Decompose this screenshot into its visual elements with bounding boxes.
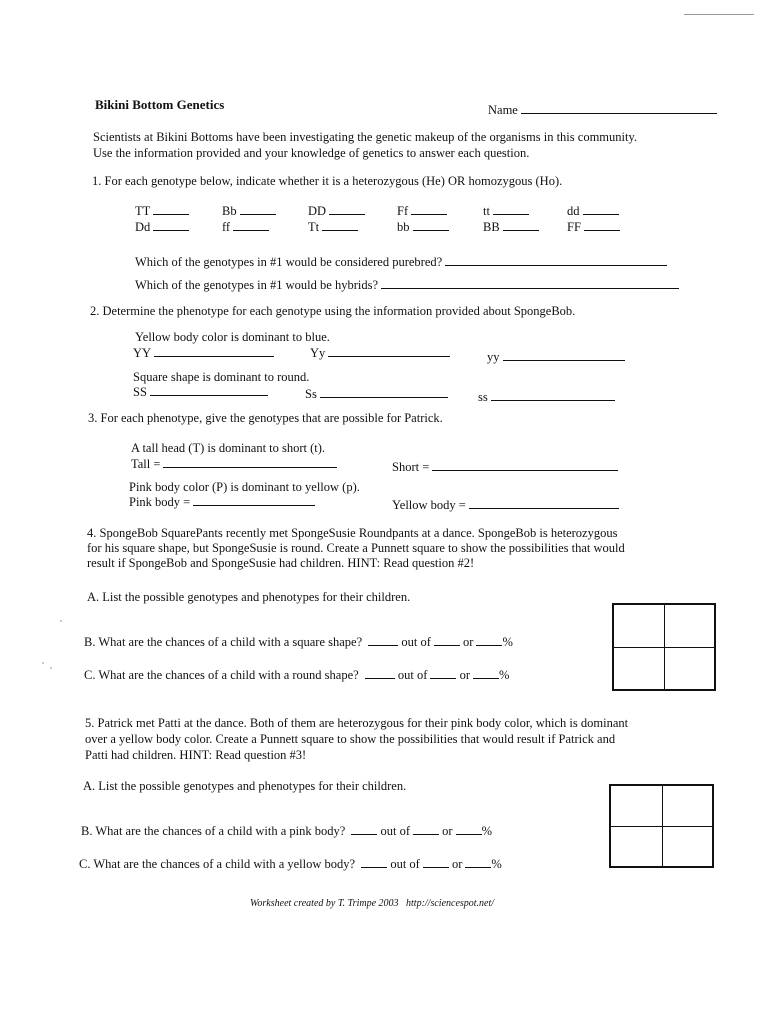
q1-genotype-label: Ff <box>397 204 409 218</box>
q1-genotype-item[interactable] <box>222 219 269 234</box>
q4-text-line-3: result if SpongeBob and SpongeSusie had children. HINT: Read question #2! <box>87 556 475 570</box>
q2-genotype-label: ss <box>478 390 488 404</box>
q1-genotype-item[interactable] <box>308 219 358 234</box>
answer-blank[interactable] <box>423 856 449 868</box>
q2-genotype-label: Yy <box>310 346 326 360</box>
answer-blank[interactable] <box>150 384 268 396</box>
q1-genotype-label: DD <box>308 204 327 218</box>
q5-punnett-square[interactable] <box>609 784 714 868</box>
percent-label: % <box>481 824 492 838</box>
q2-prompt: 2. Determine the phenotype for each genotype using the information provided about SpongeBob. <box>90 304 576 318</box>
q2-genotype-label: SS <box>133 385 147 399</box>
q1-genotype-item[interactable] <box>483 203 529 218</box>
or-label: or <box>442 824 453 838</box>
or-label: or <box>459 668 470 682</box>
intro-line-1: Scientists at Bikini Bottoms have been investigating the genetic makeup of the organisms in this community. <box>93 130 638 144</box>
answer-blank[interactable] <box>583 203 619 215</box>
answer-blank[interactable] <box>456 823 482 835</box>
q3-tall-item[interactable] <box>131 456 337 471</box>
answer-blank[interactable] <box>445 254 667 266</box>
answer-blank[interactable] <box>320 386 448 398</box>
q2-genotype-item[interactable] <box>133 384 268 399</box>
name-label: Name <box>488 103 518 117</box>
q4-part-a: A. List the possible genotypes and phenotypes for their children. <box>87 590 411 604</box>
answer-blank[interactable] <box>368 634 398 646</box>
q2-genotype-item[interactable] <box>310 345 450 360</box>
percent-label: % <box>498 668 510 682</box>
q1-genotype-label: bb <box>397 220 410 234</box>
q1-purebred-text: Which of the genotypes in #1 would be considered purebred? <box>135 255 443 269</box>
answer-blank[interactable] <box>351 823 377 835</box>
answer-blank[interactable] <box>381 277 679 289</box>
q3-rule-body: Pink body color (P) is dominant to yellow (p). <box>129 480 360 494</box>
q2-genotype-item[interactable] <box>478 389 615 404</box>
q1-genotype-item[interactable] <box>308 203 365 218</box>
out-of-label: out of <box>390 857 420 871</box>
q1-genotype-label: BB <box>483 220 500 234</box>
scan-speck <box>42 662 44 664</box>
scan-artifact-line <box>684 14 754 15</box>
answer-blank[interactable] <box>584 219 620 231</box>
q3-short-item[interactable] <box>392 459 618 474</box>
q1-hybrids-question[interactable] <box>135 277 679 292</box>
q3-rule-head: A tall head (T) is dominant to short (t). <box>131 441 326 455</box>
intro-line-2: Use the information provided and your knowledge of genetics to answer each question. <box>93 146 530 160</box>
q1-genotype-label: tt <box>483 204 490 218</box>
q4-text-line-1: 4. SpongeBob SquarePants recently met SpongeSusie Roundpants at a dance. SpongeBob is heterozygous <box>87 526 618 540</box>
answer-blank[interactable] <box>322 219 358 231</box>
q1-prompt: 1. For each genotype below, indicate whether it is a heterozygous (He) OR homozygous (Ho). <box>92 174 563 188</box>
answer-blank[interactable] <box>430 667 456 679</box>
q1-purebred-question[interactable] <box>135 254 667 269</box>
q1-genotype-label: TT <box>135 204 151 218</box>
q4-text-line-2: for his square shape, but SpongeSusie is round. Create a Punnett square to show the possibilities that would <box>87 541 625 555</box>
q5-part-c[interactable] <box>79 856 502 871</box>
q5-text-line-1: 5. Patrick met Patti at the dance. Both of them are heterozygous for their pink body color, which is dominant <box>85 716 629 730</box>
out-of-label: out of <box>401 635 431 649</box>
answer-blank[interactable] <box>491 389 615 401</box>
q2-genotype-label: yy <box>487 350 500 364</box>
q3-pink-item[interactable] <box>129 494 315 509</box>
answer-blank[interactable] <box>233 219 269 231</box>
out-of-label: out of <box>380 824 411 838</box>
answer-blank[interactable] <box>434 634 460 646</box>
answer-blank[interactable] <box>413 823 439 835</box>
answer-blank[interactable] <box>361 856 387 868</box>
name-blank[interactable] <box>521 102 717 114</box>
q1-genotype-item[interactable] <box>483 219 539 234</box>
q1-genotype-item[interactable] <box>135 219 189 234</box>
q1-genotype-item[interactable] <box>397 203 447 218</box>
q2-genotype-label: Ss <box>305 387 317 401</box>
q3-yellow-label: Yellow body = <box>392 498 466 512</box>
q2-genotype-item[interactable] <box>487 349 625 364</box>
q5-part-b[interactable] <box>81 823 492 838</box>
answer-blank[interactable] <box>469 497 619 509</box>
q1-genotype-item[interactable] <box>567 203 619 218</box>
answer-blank[interactable] <box>476 634 502 646</box>
answer-blank[interactable] <box>413 219 449 231</box>
q3-prompt: 3. For each phenotype, give the genotypes that are possible for Patrick. <box>88 411 443 425</box>
q2-rule-shape: Square shape is dominant to round. <box>133 370 310 384</box>
answer-blank[interactable] <box>328 345 450 357</box>
q3-yellow-item[interactable] <box>392 497 619 512</box>
q2-genotype-item[interactable] <box>133 345 274 360</box>
answer-blank[interactable] <box>329 203 365 215</box>
q1-genotype-item[interactable] <box>397 219 449 234</box>
q1-genotype-label: dd <box>567 204 580 218</box>
answer-blank[interactable] <box>154 345 274 357</box>
answer-blank[interactable] <box>493 203 529 215</box>
q1-genotype-label: Tt <box>308 220 320 234</box>
q2-rule-color: Yellow body color is dominant to blue. <box>135 330 330 344</box>
scan-speck <box>50 667 52 669</box>
scan-speck <box>60 620 62 622</box>
answer-blank[interactable] <box>503 219 539 231</box>
worksheet-title: Bikini Bottom Genetics <box>95 97 225 112</box>
answer-blank[interactable] <box>473 667 499 679</box>
out-of-label: out of <box>397 668 428 682</box>
answer-blank[interactable] <box>240 203 276 215</box>
answer-blank[interactable] <box>465 856 491 868</box>
q5-part-b-text: B. What are the chances of a child with a pink body? <box>81 824 346 838</box>
q5-part-a: A. List the possible genotypes and phenotypes for their children. <box>83 779 407 793</box>
answer-blank[interactable] <box>153 203 189 215</box>
or-label: or <box>463 635 474 649</box>
answer-blank[interactable] <box>163 456 337 468</box>
q4-punnett-square[interactable] <box>612 603 716 691</box>
answer-blank[interactable] <box>153 219 189 231</box>
percent-label: % <box>491 857 502 871</box>
answer-blank[interactable] <box>365 667 395 679</box>
q1-genotype-item[interactable] <box>222 203 276 218</box>
or-label: or <box>451 857 463 871</box>
q2-genotype-item[interactable] <box>305 386 448 401</box>
q1-hybrids-text: Which of the genotypes in #1 would be hybrids? <box>135 278 379 292</box>
answer-blank[interactable] <box>432 459 618 471</box>
q2-genotype-label: YY <box>133 346 152 360</box>
q3-short-label: Short = <box>392 460 430 474</box>
footer-credit <box>250 898 494 910</box>
punnett-divider-horizontal <box>614 647 714 648</box>
q3-tall-label: Tall = <box>131 457 161 471</box>
answer-blank[interactable] <box>411 203 447 215</box>
footer-url[interactable]: http://sciencespot.net/ <box>406 898 495 909</box>
q1-genotype-label: Dd <box>135 220 151 234</box>
q3-pink-label: Pink body = <box>129 495 191 509</box>
name-field[interactable] <box>488 102 717 117</box>
q4-part-c-text: C. What are the chances of a child with a round shape? <box>84 668 359 682</box>
punnett-divider-horizontal <box>611 826 712 827</box>
q5-part-c-text: C. What are the chances of a child with a yellow body? <box>79 857 356 871</box>
q1-genotype-label: FF <box>567 220 581 234</box>
q4-part-c[interactable] <box>84 667 509 682</box>
q1-genotype-item[interactable] <box>135 203 189 218</box>
q5-text-line-2: over a yellow body color. Create a Punnett square to show the possibilities that would result if Patrick and <box>85 732 616 746</box>
q1-genotype-label: ff <box>222 220 231 234</box>
q4-part-b-text: B. What are the chances of a child with a square shape? <box>84 635 363 649</box>
answer-blank[interactable] <box>503 349 625 361</box>
q1-genotype-label: Bb <box>222 204 237 218</box>
q4-part-b[interactable] <box>84 634 513 649</box>
answer-blank[interactable] <box>193 494 315 506</box>
percent-label: % <box>502 635 513 649</box>
q1-genotype-item[interactable] <box>567 219 620 234</box>
q5-text-line-3: Patti had children. HINT: Read question #3! <box>85 748 307 762</box>
footer-credit-text: Worksheet created by T. Trimpe 2003 <box>250 898 399 909</box>
